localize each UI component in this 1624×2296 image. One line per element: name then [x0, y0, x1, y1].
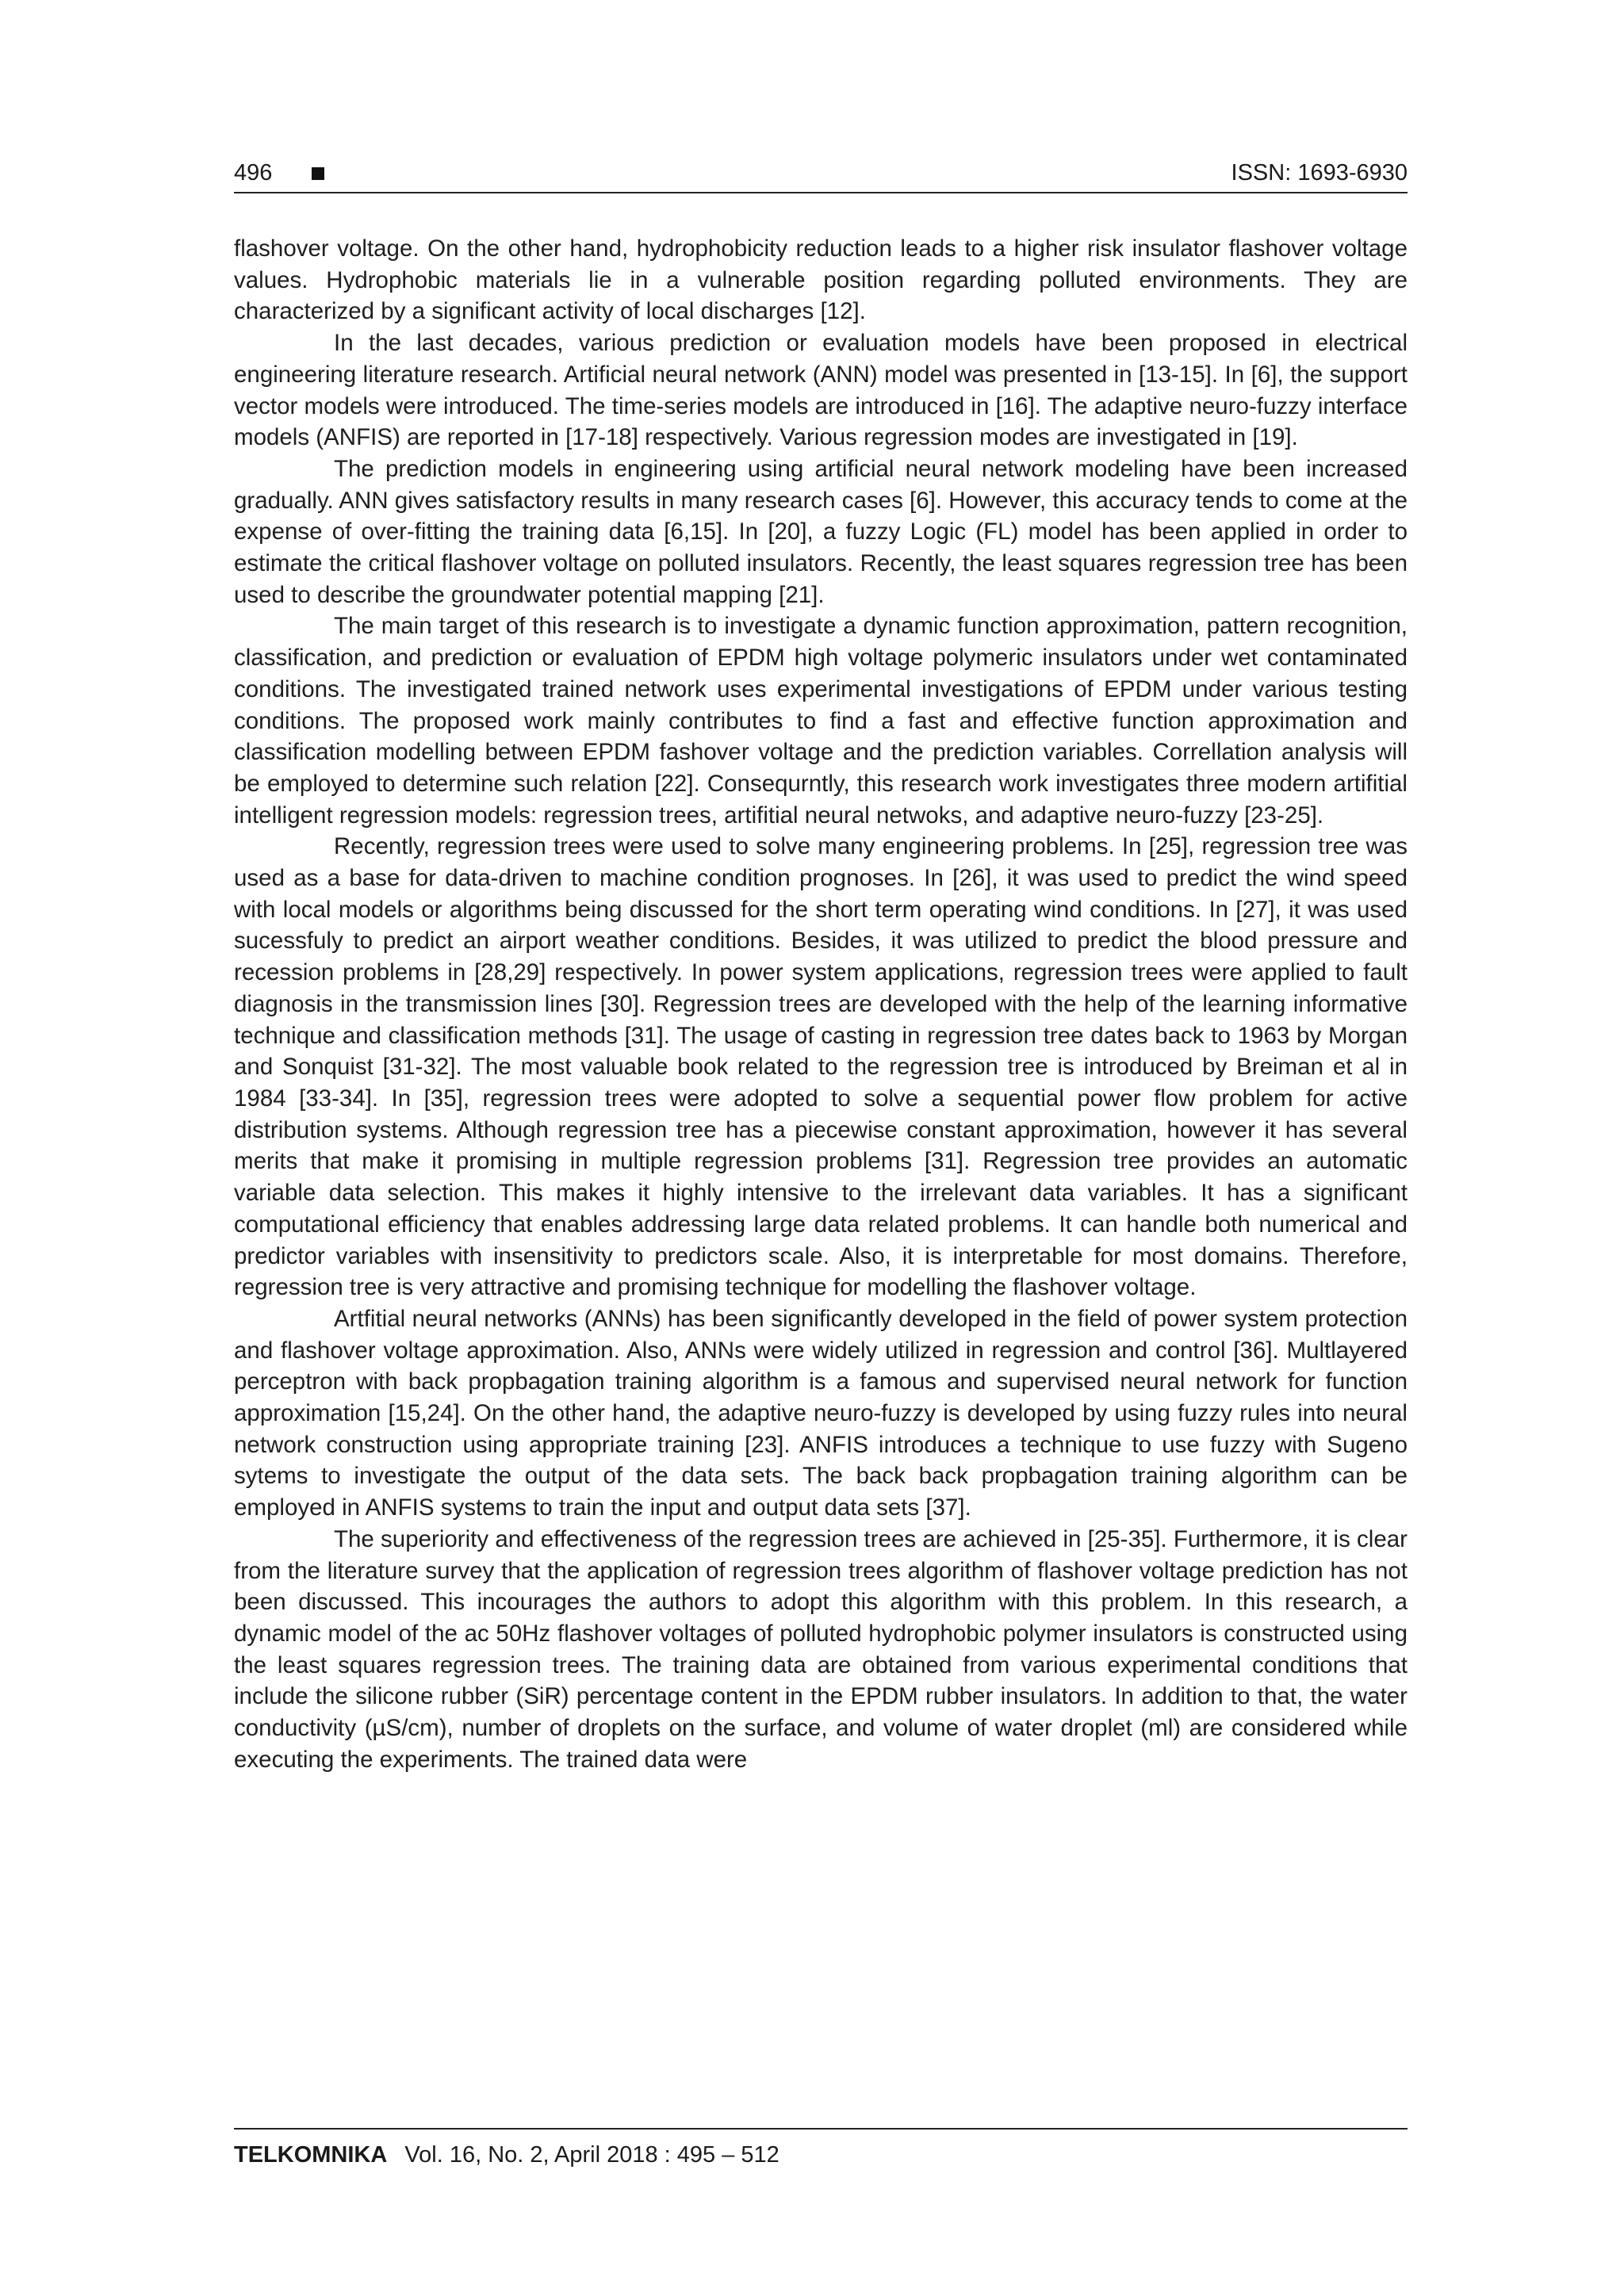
paragraph: Recently, regression trees were used to solve many engineering problems. In [25], regression tree was used as a base for data-driven to machine condition prognoses. In [26], it was used to predict the wind speed with local models or algorithms being discussed for the short term operating wind conditions. In [27], it was used sucessfuly to predict an airport weather conditions. Besides, it was utilized to predict the blood pressure and recession problems in [28,29] respectively. In power system applications, regression trees were applied to fault diagnosis in the transmission lines [30]. Regression trees are developed with the help of the learning informative technique and classification methods [31]. The usage of casting in regression tree dates back to 1963 by Morgan and Sonquist [31-32]. The most valuable book related to the regression tree is introduced by Breiman et al in 1984 [33-34]. In [35], regression trees were adopted to solve a sequential power flow problem for active distribution systems. Although regression tree has a piecewise constant approximation, however it has several merits that make it promising in multiple regression problems [31]. Regression tree provides an automatic variable data selection. This makes it highly intensive to the irrelevant data variables. It has a significant computational efficiency that enables addressing large data related problems. It can handle both numerical and predictor variables with insensitivity to predictors scale. Also, it is interpretable for most domains. Therefore, regression tree is very attractive and promising technique for modelling the flashover voltage. [234, 833, 1408, 1301]
journal-citation: Vol. 16, No. 2, April 2018 : 495 – 512 [404, 2142, 779, 2168]
issn: ISSN: 1693-6930 [1231, 160, 1408, 186]
paragraph: flashover voltage. On the other hand, hydrophobicity reduction leads to a higher risk insulator flashover voltage values. Hydrophobic materials lie in a vulnerable position regarding polluted environments. They are characterized by a significant activity of local discharges [12]. [234, 235, 1408, 325]
paragraph: Artfitial neural networks (ANNs) has been significantly developed in the field of power system protection and flashover voltage approximation. Also, ANNs were widely utilized in regression and control [36]. Multlayered perceptron with back propbagation training algorithm is a famous and supervised neural network for function approximation [15,24]. On the other hand, the adaptive neuro-fuzzy is developed by using fuzzy rules into neural network construction using appropriate training [23]. ANFIS introduces a technique to use fuzzy with Sugeno sytems to investigate the output of the data sets. The back back propbagation training algorithm can be employed in ANFIS systems to train the input and output data sets [37]. [234, 1305, 1408, 1521]
paragraph: The main target of this research is to investigate a dynamic function approximation, pattern recognition, classification, and prediction or evaluation of EPDM high voltage polymeric insulators under wet contaminated conditions. The investigated trained network uses experimental investigations of EPDM under various testing conditions. The proposed work mainly contributes to find a fast and effective function approximation and classification modelling between EPDM fashover voltage and the prediction variables. Correllation analysis will be employed to determine such relation [22]. Consequrntly, this research work investigates three modern artifitial intelligent regression models: regression trees, artifitial neural netwoks, and adaptive neuro-fuzzy [23-25]. [234, 613, 1408, 828]
page-number: 496 [234, 160, 273, 186]
paragraph: The prediction models in engineering using artificial neural network modeling have been increased gradually. ANN gives satisfactory results in many research cases [6]. However, this accuracy tends to come at the expense of over-fitting the training data [6,15]. In [20], a fuzzy Logic (FL) model has been applied in order to estimate the critical flashover voltage on polluted insulators. Recently, the least squares regression tree has been used to describe the groundwater potential mapping [21]. [234, 455, 1408, 608]
page-footer [234, 2128, 1408, 2171]
page-header [234, 157, 1408, 193]
body-text [234, 233, 1408, 1775]
paragraph: In the last decades, various prediction or evaluation models have been proposed in electrical engineering literature research. Artificial neural network (ANN) model was presented in [13-15]. In [6], the support vector models were introduced. The time-series models are introduced in [16]. The adaptive neuro-fuzzy interface models (ANFIS) are reported in [17-18] respectively. Various regression modes are investigated in [19]. [234, 330, 1408, 451]
square-bullet-icon [312, 167, 324, 180]
journal-name: TELKOMNIKA [234, 2142, 388, 2168]
paragraph: The superiority and effectiveness of the regression trees are achieved in [25-35]. Furthermore, it is clear from the literature survey that the application of regression trees algorithm of flashover voltage prediction has not been discussed. This incourages the authors to adopt this algorithm with this problem. In this research, a dynamic model of the ac 50Hz flashover voltages of polluted hydrophobic polymer insulators is constructed using the least squares regression trees. The training data are obtained from various experimental conditions that include the silicone rubber (SiR) percentage content in the EPDM rubber insulators. In addition to that, the water conductivity (µS/cm), number of droplets on the surface, and volume of water droplet (ml) are considered while executing the experiments. The trained data were [234, 1525, 1408, 1773]
